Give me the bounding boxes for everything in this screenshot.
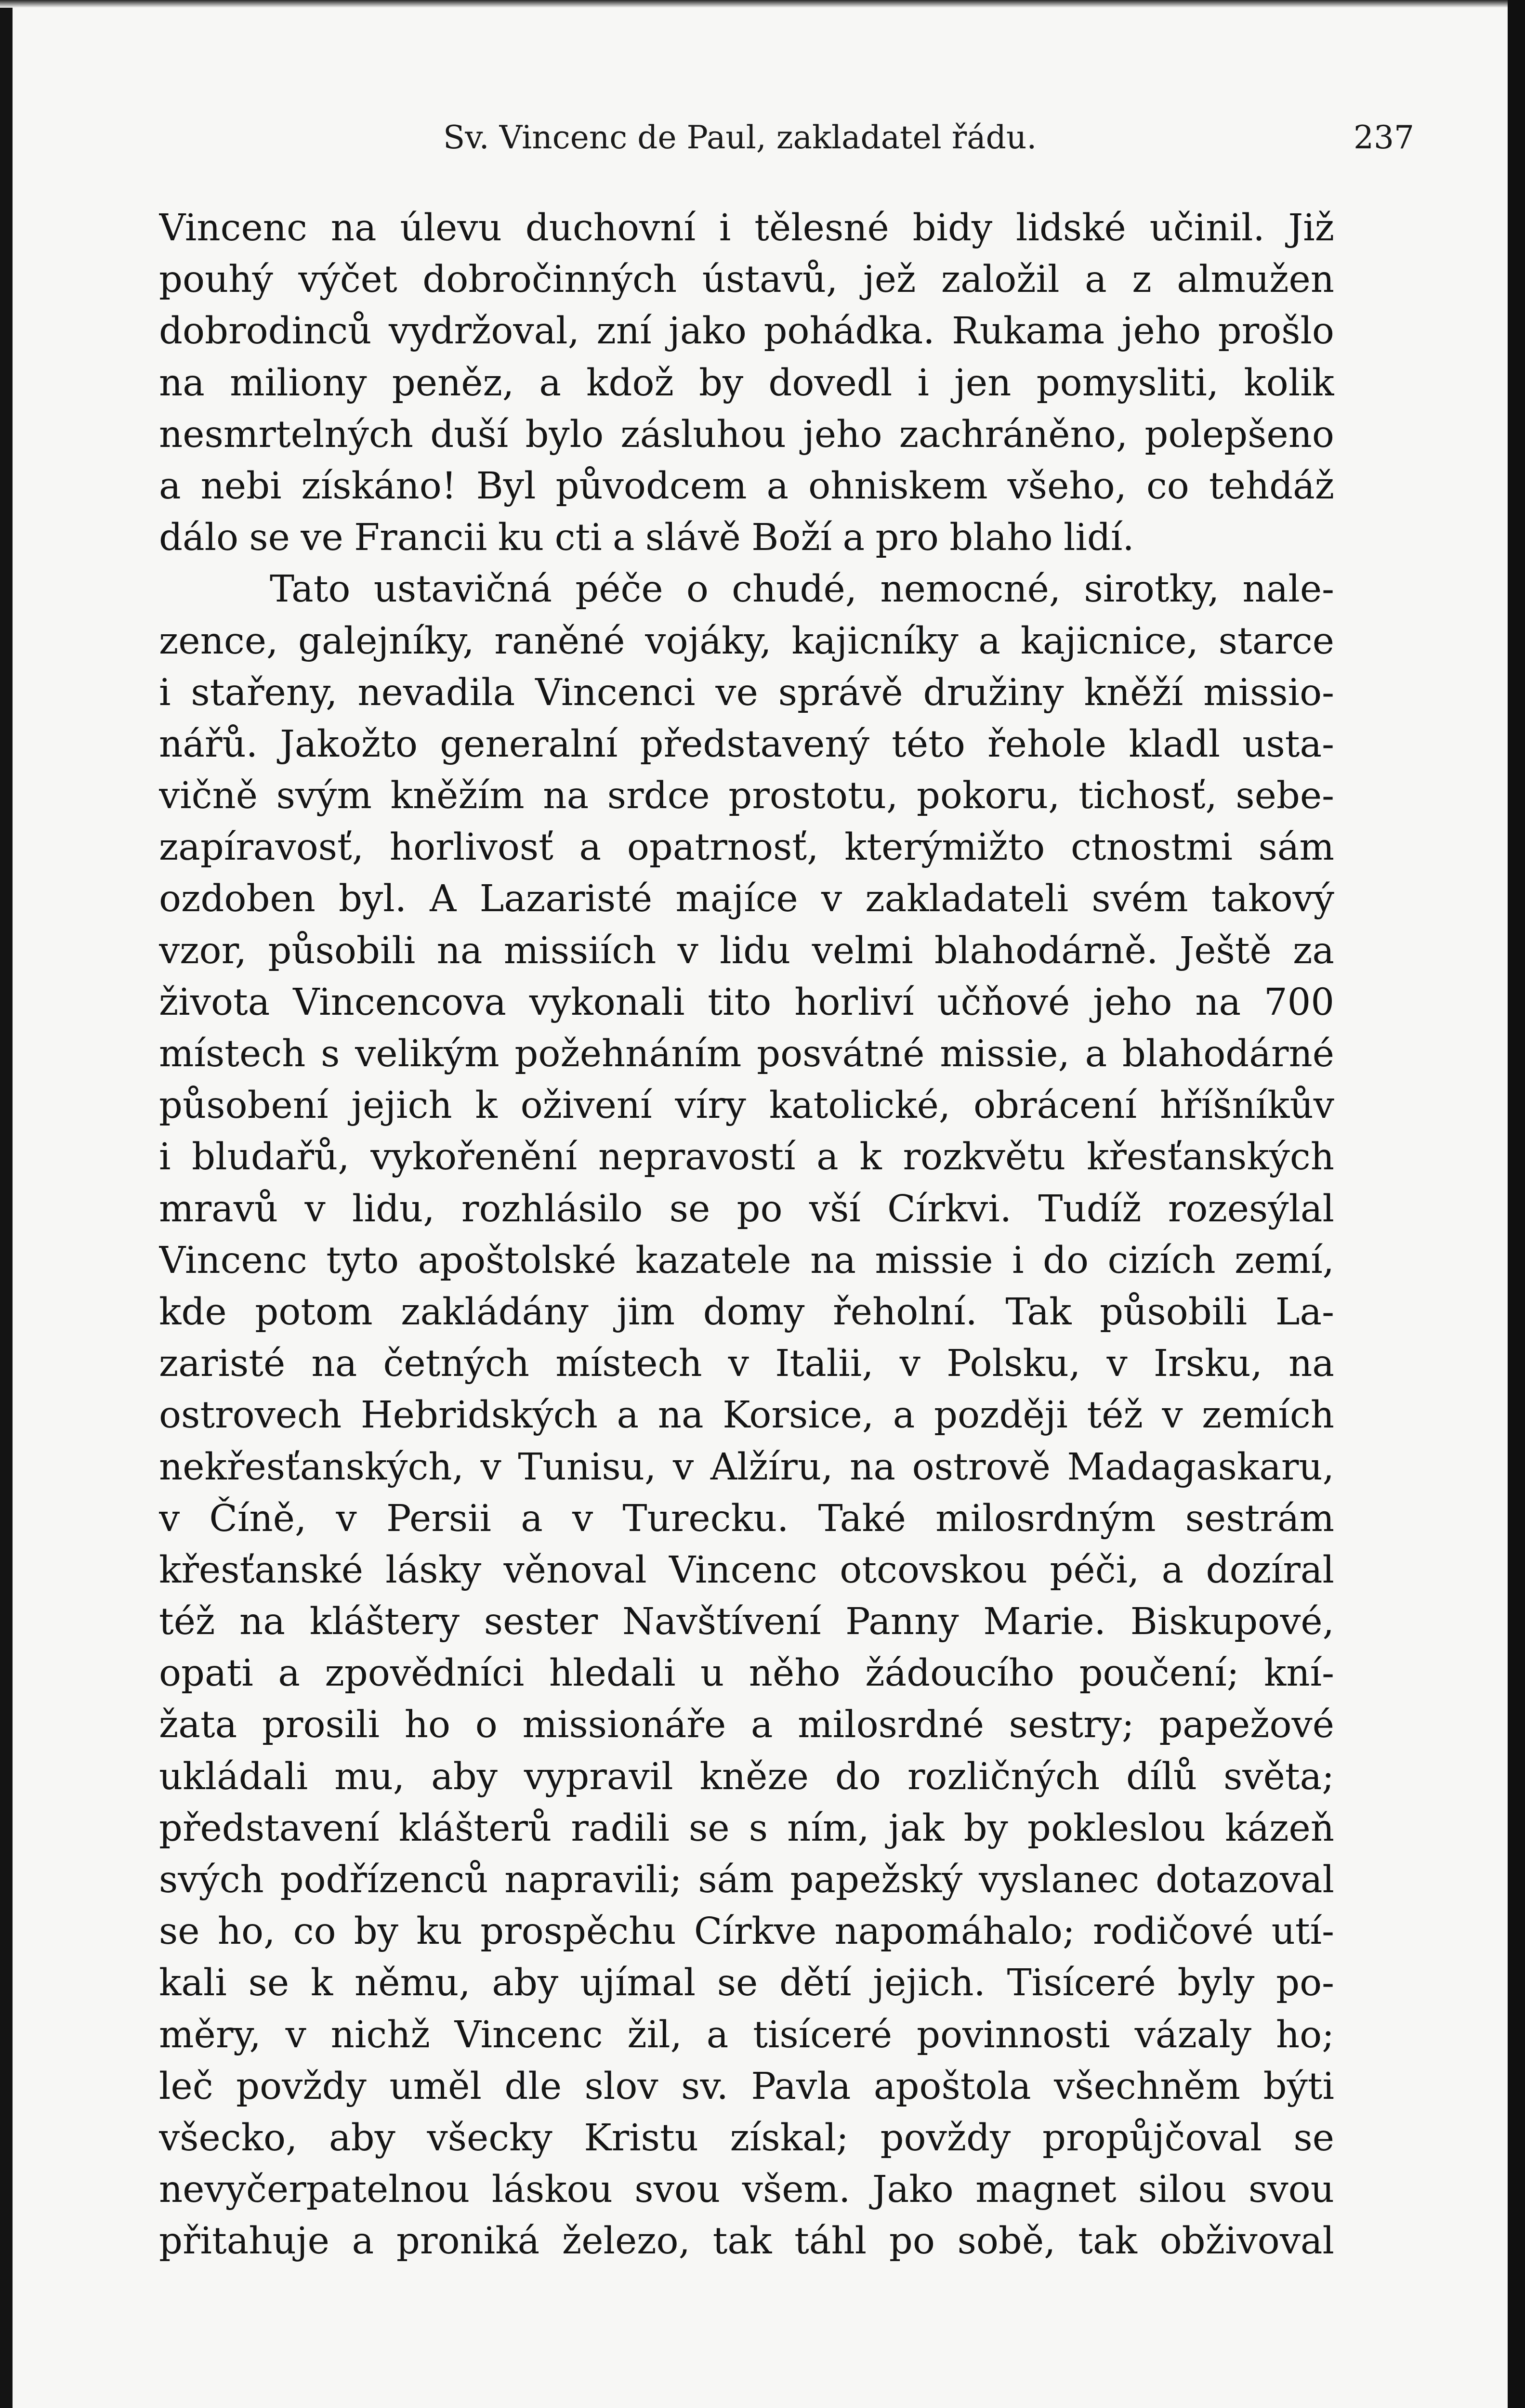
text-line: vzor, působili na missiích v lidu velmi blahodárně. Ještě za (159, 929, 1334, 972)
text-line: přitahuje a proniká železo, tak táhl po sobě, tak obživoval (159, 2220, 1334, 2263)
text-line: představení klášterů radili se s ním, jak by pokleslou kázeň (159, 1806, 1334, 1850)
text-line: kali se k němu, aby ujímal se dětí jejich. Tisíceré byly po- (159, 1962, 1334, 2005)
scan-edge-top (0, 0, 1525, 8)
body-text (159, 202, 1334, 2267)
text-line: v Číně, v Persii a v Turecku. Také milosrdným sestrám (159, 1497, 1334, 1540)
text-line: pouhý výčet dobročinných ústavů, jež založil a z almužen (159, 258, 1334, 301)
page-number: 237 (1354, 119, 1414, 156)
text-line: zence, galejníky, raněné vojáky, kajicníky a kajicnice, starce (159, 619, 1334, 663)
text-line: zapíravosť, horlivosť a opatrnosť, kterýmižto ctnostmi sám (159, 826, 1334, 869)
text-line: života Vincencova vykonali tito horliví učňové jeho na 700 (159, 981, 1334, 1024)
scan-edge-left (0, 0, 13, 2408)
text-line: kde potom zakládány jim domy řeholní. Tak působili La- (159, 1290, 1334, 1334)
text-line: svých podřízenců napravili; sám papežský vyslanec dotazoval (159, 1858, 1334, 1901)
text-line: Vincenc na úlevu duchovní i tělesné bidy lidské učinil. Již (159, 207, 1334, 249)
text-line: křesťanské lásky věnoval Vincenc otcovskou péči, a dozíral (159, 1548, 1334, 1592)
text-line: působení jejich k oživení víry katolické, obrácení hříšníkův (159, 1084, 1334, 1127)
paragraph (159, 202, 1334, 563)
paragraph (159, 563, 1334, 2267)
text-line: též na kláštery sester Navštívení Panny Marie. Biskupové, (159, 1600, 1334, 1644)
text-line: nevyčerpatelnou láskou svou všem. Jako magnet silou svou (159, 2168, 1334, 2212)
text-line: místech s velikým požehnáním posvátné missie, a blahodárné (159, 1033, 1334, 1075)
text-line: mravů v lidu, rozhlásilo se po vší Církvi. Tudíž rozesýlal (159, 1187, 1334, 1230)
text-line: leč povždy uměl dle slov sv. Pavla apoštola všechněm býti (159, 2065, 1334, 2108)
text-line: nekřesťanských, v Tunisu, v Alžíru, na ostrově Madagaskaru, (159, 1445, 1334, 1489)
text-line: všecko, aby všecky Kristu získal; povždy propůjčoval se (159, 2116, 1334, 2159)
text-line: na miliony peněz, a kdož by dovedl i jen pomysliti, kolik (159, 361, 1334, 405)
text-line: nářů. Jakožto generalní představený této řehole kladl usta- (159, 722, 1334, 766)
text-line: a nebi získáno! Byl původcem a ohniskem všeho, co tehdáž (159, 464, 1334, 508)
text-line: měry, v nichž Vincenc žil, a tisíceré povinnosti vázaly ho; (159, 2013, 1334, 2056)
text-line: dálo se ve Francii ku cti a slávě Boží a pro blaho lidí. (159, 516, 1134, 560)
running-head (159, 115, 1414, 161)
text-line: zaristé na četných místech v Italii, v Polsku, v Irsku, na (159, 1342, 1334, 1386)
running-title: Sv. Vincenc de Paul, zakladatel řádu. (443, 119, 1037, 156)
text-line: opati a zpovědníci hledali u něho žádoucího poučení; kní- (159, 1652, 1334, 1695)
text-line: ostrovech Hebridských a na Korsice, a později též v zemích (159, 1394, 1334, 1437)
text-line: i stařeny, nevadila Vincenci ve správě družiny kněží missio- (159, 671, 1334, 714)
text-line: žata prosili ho o missionáře a milosrdné sestry; papežové (159, 1703, 1334, 1747)
text-line: vičně svým kněžím na srdce prostotu, pokoru, tichosť, sebe- (159, 774, 1334, 818)
text-line: ozdoben byl. A Lazaristé majíce v zakladateli svém takový (159, 877, 1334, 921)
text-line: Vincenc tyto apoštolské kazatele na missie i do cizích zemí, (159, 1239, 1334, 1282)
text-line: nesmrtelných duší bylo zásluhou jeho zachráněno, polepšeno (159, 413, 1334, 456)
text-line: se ho, co by ku prospěchu Církve napomáhalo; rodičové utí- (159, 1910, 1334, 1953)
text-line: i bludařů, vykořenění nepravostí a k rozkvětu křesťanských (159, 1136, 1334, 1179)
text-line: ukládali mu, aby vypravil kněze do rozličných dílů světa; (159, 1755, 1334, 1798)
text-line: dobrodinců vydržoval, zní jako pohádka. Rukama jeho prošlo (159, 310, 1334, 353)
scan-edge-right (1508, 0, 1525, 2408)
text-line: Tato ustavičná péče o chudé, nemocné, sirotky, nale- (270, 568, 1334, 611)
